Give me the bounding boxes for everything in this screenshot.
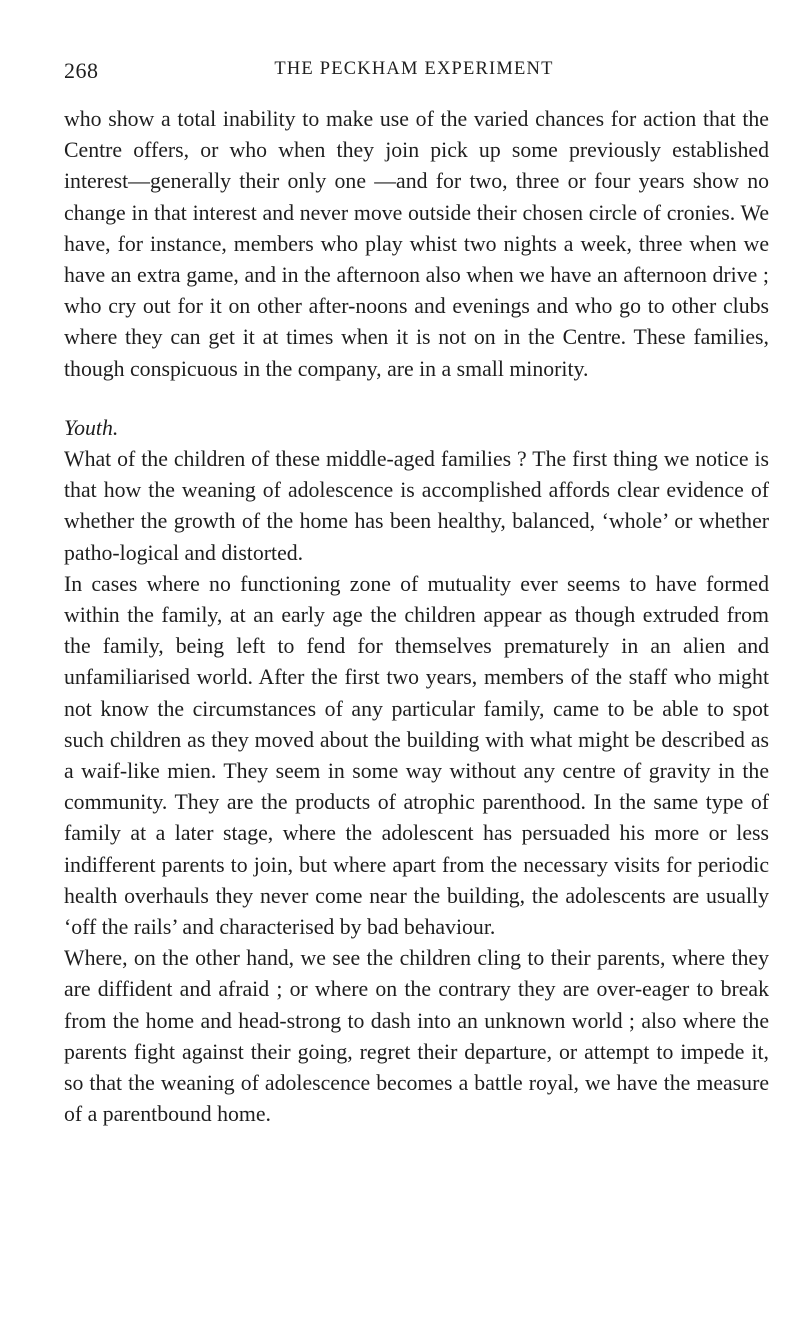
paragraph-youth-3: Where, on the other hand, we see the children cling to their parents, where they are diffident and afraid ; or where on the contrary they are over-eager to break from the home and head-strong to dash into an unknown world ; also where the parents fight against their going, regret their departure, or attempt to impede it, so that the weaning of adolescence becomes a battle royal, we have the measure of a parentbound home. — [64, 946, 769, 1127]
paragraph-youth-2: In cases where no functioning zone of mutuality ever seems to have formed within the family, at an early age the children appear as though extruded from the family, being left to fend for themselves prematurely in an alien and unfamiliarised world. After the first two years, members of the staff who might not know the circumstances of any particular family, came to be able to spot such children as they moved about the building with what might be described as a waif-like mien. They seem in some way without any centre of gravity in the community. They are the products of atrophic parenthood. In the same type of family at a later stage, where the adolescent has persuaded his more or less indifferent parents to join, but where apart from the necessary visits for periodic health overhauls they never come near the building, the adolescents are usually ‘off the rails’ and characterised by bad behaviour. — [64, 571, 769, 940]
paragraph-intro: who show a total inability to make use of the varied chances for action that the Centre offers, or who when they join pick up some previously established interest—generally their only one —and for two, three or four years show no change in that interest and never move outside their chosen circle of cronies. We have, for instance, members who play whist two nights a week, three when we have an extra game, and in the afternoon also when we have an afternoon drive ; who cry out for it on other after-noons and evenings and who go to other clubs where they can get it at times when it is not on in the Centre. These families, though conspicuous in the company, are in a small minority. — [64, 107, 769, 381]
running-title: THE PECKHAM EXPERIMENT — [274, 59, 554, 79]
page-number: 268 — [64, 58, 99, 83]
section-gap — [64, 385, 769, 413]
paragraph-youth-1: What of the children of these middle-aged families ? The first thing we notice is that how the weaning of adolescence is accomplished affords clear evidence of whether the growth of the home has been healthy, balanced, ‘whole’ or whether patho-logical and distorted. — [64, 447, 769, 565]
page-header — [64, 58, 764, 92]
section-heading: Youth. — [64, 415, 119, 440]
body-text — [64, 104, 769, 1131]
